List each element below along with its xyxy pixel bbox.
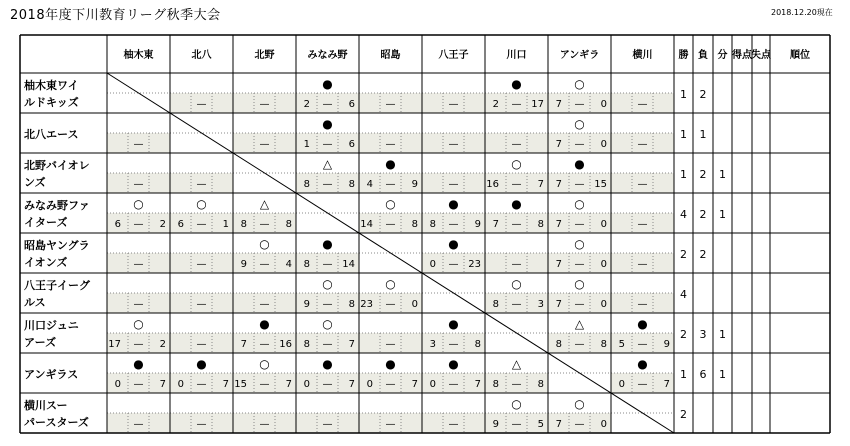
result-mark: ○ — [574, 77, 585, 91]
stat-value: 1 — [719, 168, 726, 181]
result-mark: ● — [511, 197, 522, 211]
result-mark: ○ — [511, 277, 522, 291]
score-own: 7 — [555, 259, 562, 270]
score-dash: — — [385, 219, 396, 230]
score-dash: — — [259, 139, 270, 150]
row-header-team: ルドキッズ — [24, 96, 79, 109]
result-mark: ● — [133, 357, 144, 371]
score-dash: — — [637, 219, 648, 230]
score-opponent: 2 — [159, 339, 166, 350]
result-mark: ○ — [574, 197, 585, 211]
score-own: 0 — [177, 379, 184, 390]
score-dash: — — [385, 379, 396, 390]
row-header-team: 北野バイオレ — [24, 159, 90, 172]
score-opponent: 7 — [411, 379, 418, 390]
score-dash: — — [322, 179, 333, 190]
result-mark: ● — [448, 197, 459, 211]
score-opponent: 5 — [537, 419, 544, 430]
score-dash: — — [385, 99, 396, 110]
stat-value: 2 — [699, 208, 707, 221]
row-header-team: 川口ジュニ — [24, 319, 79, 332]
result-mark: ● — [196, 357, 207, 371]
score-dash: — — [196, 419, 207, 430]
result-mark: ○ — [574, 397, 585, 411]
column-header-team: みなみ野 — [307, 50, 348, 61]
score-dash: — — [133, 219, 144, 230]
score-dash: — — [196, 179, 207, 190]
score-own: 3 — [429, 339, 436, 350]
result-mark: ○ — [322, 317, 333, 331]
stat-value: 2 — [699, 168, 707, 181]
score-own: 8 — [429, 219, 436, 230]
stat-value: 2 — [699, 88, 707, 101]
result-mark: ● — [322, 357, 333, 371]
score-dash: — — [322, 259, 333, 270]
score-dash: — — [196, 99, 207, 110]
score-dash: — — [322, 339, 333, 350]
score-own: 6 — [177, 219, 184, 230]
row-header-team: みなみ野ファ — [24, 199, 90, 212]
score-dash: — — [259, 379, 270, 390]
score-dash: — — [196, 299, 207, 310]
score-opponent: 6 — [348, 139, 355, 150]
result-mark: △ — [511, 357, 522, 371]
stat-value: 1 — [680, 368, 687, 381]
column-header-team: アンギラ — [559, 50, 600, 61]
score-opponent: 7 — [348, 379, 355, 390]
score-opponent: 8 — [537, 379, 544, 390]
score-dash: — — [574, 219, 585, 230]
score-dash: — — [133, 419, 144, 430]
score-own: 0 — [618, 379, 625, 390]
score-dash: — — [511, 179, 522, 190]
score-opponent: 14 — [342, 259, 355, 270]
update-date: 2018.12.20現在 — [771, 8, 833, 17]
score-dash: — — [637, 259, 648, 270]
score-opponent: 8 — [537, 219, 544, 230]
row-header-team: アーズ — [24, 336, 57, 349]
score-own: 0 — [429, 379, 436, 390]
score-dash: — — [196, 259, 207, 270]
score-dash: — — [385, 419, 396, 430]
score-dash: — — [133, 139, 144, 150]
score-own: 14 — [360, 219, 373, 230]
result-mark: ○ — [322, 277, 333, 291]
score-opponent: 7 — [474, 379, 481, 390]
score-dash: — — [196, 379, 207, 390]
score-dash: — — [637, 299, 648, 310]
score-dash: — — [385, 339, 396, 350]
score-dash: — — [574, 339, 585, 350]
score-opponent: 0 — [600, 99, 607, 110]
score-dash: — — [259, 339, 270, 350]
score-dash: — — [448, 339, 459, 350]
stat-value: 2 — [699, 248, 707, 261]
row-header-team: パースターズ — [24, 416, 89, 429]
result-mark: ● — [448, 317, 459, 331]
result-mark: ○ — [385, 277, 396, 291]
score-opponent: 9 — [474, 219, 481, 230]
row-header-team: 横川スー — [24, 399, 68, 412]
score-dash: — — [511, 299, 522, 310]
score-own: 7 — [555, 99, 562, 110]
score-opponent: 0 — [411, 299, 418, 310]
score-dash: — — [637, 99, 648, 110]
score-opponent: 0 — [600, 219, 607, 230]
score-dash: — — [448, 379, 459, 390]
score-dash: — — [574, 259, 585, 270]
column-header-stat: 失点 — [751, 50, 771, 61]
score-dash: — — [637, 339, 648, 350]
score-dash: — — [385, 179, 396, 190]
score-opponent: 1 — [222, 219, 229, 230]
result-mark: ○ — [385, 197, 396, 211]
column-header-team: 横川 — [632, 50, 653, 61]
score-opponent: 7 — [285, 379, 292, 390]
score-own: 4 — [366, 179, 373, 190]
result-mark: ● — [322, 237, 333, 251]
score-opponent: 8 — [411, 219, 418, 230]
score-own: 7 — [555, 219, 562, 230]
score-own: 0 — [429, 259, 436, 270]
score-dash: — — [385, 299, 396, 310]
score-opponent: 7 — [159, 379, 166, 390]
score-own: 8 — [555, 339, 562, 350]
stat-value: 1 — [680, 88, 687, 101]
score-dash: — — [511, 139, 522, 150]
result-mark: △ — [259, 197, 270, 211]
score-dash: — — [448, 219, 459, 230]
score-dash: — — [322, 299, 333, 310]
score-dash: — — [322, 419, 333, 430]
score-own: 8 — [303, 339, 310, 350]
score-dash: — — [448, 179, 459, 190]
row-header-team: アンギラス — [24, 368, 79, 381]
score-own: 2 — [492, 99, 499, 110]
score-own: 9 — [492, 419, 499, 430]
result-mark: ● — [637, 317, 648, 331]
score-opponent: 4 — [285, 259, 292, 270]
row-header-team: 北八エース — [24, 128, 79, 141]
row-header-team: ルス — [24, 296, 46, 309]
score-dash: — — [574, 419, 585, 430]
score-dash: — — [259, 299, 270, 310]
score-opponent: 0 — [600, 419, 607, 430]
score-dash: — — [637, 139, 648, 150]
score-dash: — — [385, 139, 396, 150]
result-mark: ○ — [133, 197, 144, 211]
score-dash: — — [322, 379, 333, 390]
score-own: 17 — [108, 339, 121, 350]
result-mark: ○ — [259, 237, 270, 251]
result-mark: ● — [385, 357, 396, 371]
result-mark: ○ — [511, 397, 522, 411]
stat-value: 4 — [680, 208, 687, 221]
score-opponent: 8 — [285, 219, 292, 230]
score-opponent: 7 — [537, 179, 544, 190]
score-own: 9 — [303, 299, 310, 310]
score-opponent: 8 — [348, 179, 355, 190]
score-dash: — — [511, 259, 522, 270]
score-dash: — — [448, 419, 459, 430]
score-dash: — — [259, 419, 270, 430]
stat-value: 1 — [719, 328, 726, 341]
score-own: 23 — [360, 299, 373, 310]
score-dash: — — [322, 139, 333, 150]
score-dash: — — [448, 99, 459, 110]
score-dash: — — [511, 219, 522, 230]
score-opponent: 3 — [537, 299, 544, 310]
score-dash: — — [196, 339, 207, 350]
result-mark: ○ — [511, 157, 522, 171]
result-mark: ● — [322, 77, 333, 91]
score-dash: — — [511, 419, 522, 430]
score-dash: — — [133, 259, 144, 270]
result-mark: ● — [637, 357, 648, 371]
score-opponent: 2 — [159, 219, 166, 230]
score-dash: — — [637, 379, 648, 390]
score-opponent: 16 — [279, 339, 292, 350]
result-mark: ● — [448, 357, 459, 371]
result-mark: ○ — [574, 277, 585, 291]
score-own: 6 — [114, 219, 121, 230]
score-opponent: 0 — [600, 139, 607, 150]
row-header-team: イオンズ — [24, 256, 68, 269]
row-header-team: 昭島ヤングラ — [24, 239, 90, 252]
stat-value: 1 — [680, 168, 687, 181]
result-mark: ● — [322, 117, 333, 131]
score-own: 5 — [618, 339, 625, 350]
score-opponent: 23 — [468, 259, 481, 270]
stat-value: 2 — [680, 248, 687, 261]
score-dash: — — [448, 139, 459, 150]
score-dash: — — [448, 259, 459, 270]
score-dash: — — [259, 219, 270, 230]
result-mark: ○ — [196, 197, 207, 211]
score-own: 9 — [240, 259, 247, 270]
column-header-team: 八王子 — [438, 50, 469, 61]
result-mark: ● — [385, 157, 396, 171]
score-own: 7 — [555, 139, 562, 150]
stat-value: 2 — [680, 328, 687, 341]
score-opponent: 9 — [663, 339, 670, 350]
score-own: 0 — [303, 379, 310, 390]
stat-value: 3 — [699, 328, 707, 341]
stat-value: 1 — [719, 368, 726, 381]
result-mark: ○ — [133, 317, 144, 331]
score-own: 8 — [303, 179, 310, 190]
score-own: 8 — [492, 379, 499, 390]
score-dash: — — [574, 99, 585, 110]
stat-value: 6 — [699, 368, 707, 381]
stat-value: 2 — [680, 408, 687, 421]
score-opponent: 8 — [348, 299, 355, 310]
score-dash: — — [574, 179, 585, 190]
score-dash: — — [637, 179, 648, 190]
score-own: 7 — [555, 179, 562, 190]
score-own: 8 — [240, 219, 247, 230]
column-header-stat: 勝 — [678, 50, 689, 61]
score-opponent: 7 — [663, 379, 670, 390]
score-own: 7 — [555, 299, 562, 310]
score-own: 7 — [240, 339, 247, 350]
score-dash: — — [259, 99, 270, 110]
result-mark: ● — [511, 77, 522, 91]
score-dash: — — [511, 379, 522, 390]
column-header-team: 北八 — [191, 50, 212, 61]
score-opponent: 15 — [594, 179, 607, 190]
score-own: 16 — [486, 179, 499, 190]
score-dash: — — [133, 339, 144, 350]
score-opponent: 7 — [348, 339, 355, 350]
score-dash: — — [574, 299, 585, 310]
score-opponent: 9 — [411, 179, 418, 190]
column-header-team: 北野 — [254, 50, 275, 61]
result-mark: ○ — [259, 357, 270, 371]
score-own: 8 — [492, 299, 499, 310]
score-own: 0 — [366, 379, 373, 390]
column-header-stat: 順位 — [790, 50, 810, 61]
stat-value: 1 — [719, 208, 726, 221]
row-header-team: ンズ — [24, 176, 46, 189]
row-header-team: 八王子イーグ — [24, 279, 90, 292]
score-dash: — — [133, 299, 144, 310]
page-title: 2018年度下川教育リーグ秋季大会 — [10, 8, 221, 23]
row-header-team: 柚木東ワイ — [24, 79, 79, 92]
score-opponent: 7 — [222, 379, 229, 390]
score-dash: — — [133, 179, 144, 190]
score-own: 7 — [555, 419, 562, 430]
score-dash: — — [322, 99, 333, 110]
row-header-team: イターズ — [24, 216, 68, 229]
result-mark: △ — [574, 317, 585, 331]
score-opponent: 17 — [531, 99, 544, 110]
column-header-team: 柚木東 — [123, 50, 154, 61]
column-header-stat: 負 — [698, 50, 708, 61]
score-own: 7 — [492, 219, 499, 230]
score-opponent: 8 — [600, 339, 607, 350]
score-opponent: 8 — [474, 339, 481, 350]
score-dash: — — [511, 99, 522, 110]
score-own: 2 — [303, 99, 310, 110]
result-mark: ● — [259, 317, 270, 331]
stat-value: 1 — [680, 128, 687, 141]
score-opponent: 0 — [600, 259, 607, 270]
result-mark: △ — [322, 157, 333, 171]
result-mark: ● — [574, 157, 585, 171]
score-own: 15 — [234, 379, 247, 390]
score-dash: — — [196, 219, 207, 230]
score-own: 8 — [303, 259, 310, 270]
stat-value: 4 — [680, 288, 687, 301]
score-own: 0 — [114, 379, 121, 390]
score-opponent: 6 — [348, 99, 355, 110]
column-header-team: 川口 — [506, 50, 527, 61]
result-mark: ○ — [574, 237, 585, 251]
column-header-stat: 分 — [717, 50, 728, 61]
score-opponent: 0 — [600, 299, 607, 310]
column-header-team: 昭島 — [380, 50, 401, 61]
result-mark: ● — [448, 237, 459, 251]
score-dash: — — [133, 379, 144, 390]
stat-value: 1 — [699, 128, 707, 141]
column-header-stat: 得点 — [732, 50, 752, 61]
result-mark: ○ — [574, 117, 585, 131]
score-dash: — — [259, 259, 270, 270]
score-own: 1 — [303, 139, 310, 150]
score-dash: — — [574, 139, 585, 150]
